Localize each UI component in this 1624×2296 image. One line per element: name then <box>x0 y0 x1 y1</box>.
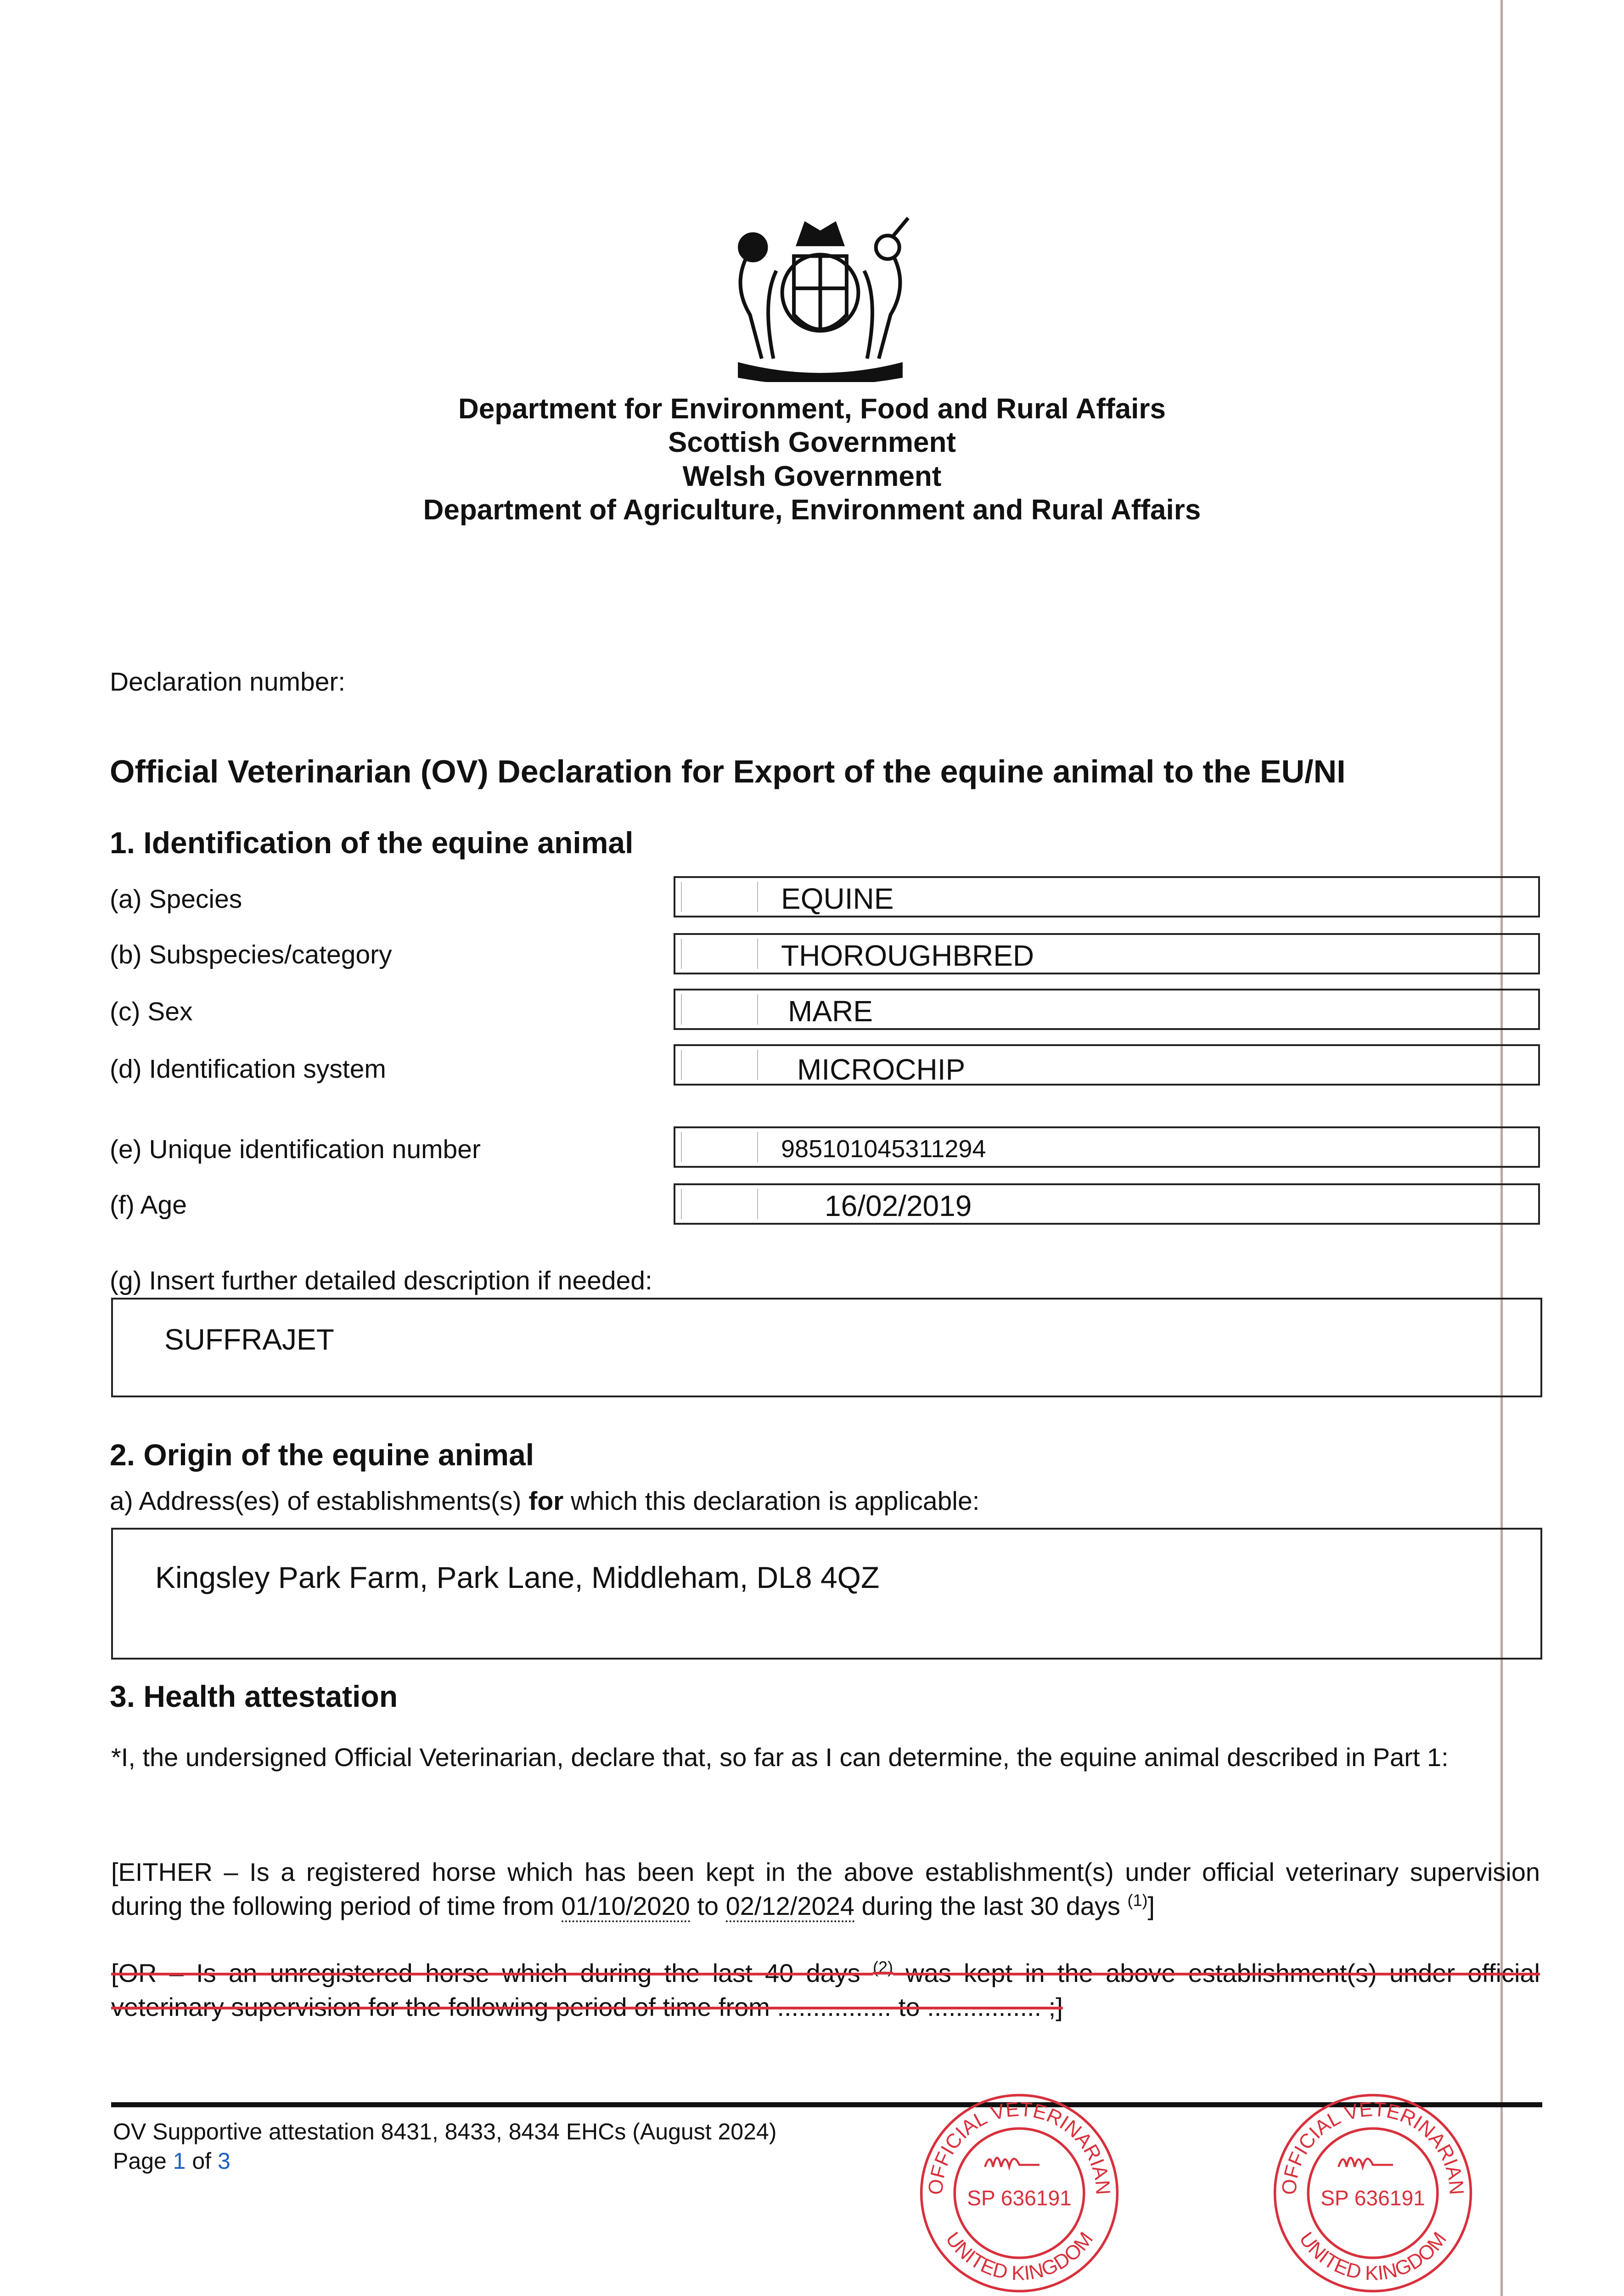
either-from-date: 01/10/2020 <box>562 1891 690 1922</box>
address-label-bold: for <box>528 1486 564 1516</box>
document-title: Official Veterinarian (OV) Declaration for Export of the equine animal to the EU/NI <box>110 754 1346 789</box>
footnote-ref: (2) <box>873 1958 893 1977</box>
footer <box>113 2117 776 2176</box>
svg-text:UNITED KINGDOM <box>941 2228 1097 2285</box>
either-to-date: 02/12/2024 <box>726 1891 854 1922</box>
stamp-number: SP 636191 <box>967 2186 1072 2210</box>
address-label-text: which this declaration is applicable: <box>563 1486 980 1516</box>
either-text: ] <box>1147 1891 1155 1920</box>
subspecies-value: THOROUGHBRED <box>781 939 1034 972</box>
page-total: 3 <box>217 2148 230 2174</box>
age-value: 16/02/2019 <box>825 1189 972 1222</box>
either-text: during the last 30 days <box>854 1891 1128 1920</box>
footer-attestation-text: OV Supportive attestation 8431, 8433, 8434 EHCs (August 2024) <box>113 2119 777 2144</box>
address-field[interactable] <box>111 1528 1542 1660</box>
description-label: (g) Insert further detailed description if needed: <box>110 1266 652 1295</box>
department-line: Scottish Government <box>668 427 956 458</box>
stamp-top-text: OFFICIAL VETERINARIAN <box>924 2098 1114 2196</box>
species-field[interactable] <box>674 876 1540 917</box>
age-field[interactable] <box>674 1183 1540 1225</box>
page-of: of <box>185 2148 218 2174</box>
field-label-species: (a) Species <box>110 884 242 914</box>
section-2-heading: 2. Origin of the equine animal <box>110 1438 534 1472</box>
department-line: Welsh Government <box>682 461 942 492</box>
or-clause-struck <box>111 1956 1540 2024</box>
department-line: Department for Environment, Food and Rural Affairs <box>458 393 1166 425</box>
svg-text:OFFICIAL VETERINARIAN <box>1278 2098 1468 2195</box>
species-value: EQUINE <box>781 882 894 915</box>
attestation-intro: *I, the undersigned Official Veterinarian, declare that, so far as I can determine, the equine animal described in Part 1: <box>111 1743 1449 1772</box>
address-label-text: a) Address(es) of establishments(s) <box>110 1486 529 1516</box>
subspecies-field[interactable] <box>674 933 1540 974</box>
section-3-heading: 3. Health attestation <box>110 1679 398 1713</box>
unique-id-field[interactable] <box>674 1126 1540 1168</box>
stamp-bottom-text: UNITED KINGDOM <box>1294 2228 1451 2285</box>
sex-field[interactable] <box>674 989 1540 1030</box>
signature-icon <box>985 2158 1040 2167</box>
stamp-bottom-text: UNITED KINGDOM <box>941 2228 1098 2285</box>
svg-text:OFFICIAL VETERINARIAN <box>924 2098 1114 2195</box>
signature-icon <box>1338 2158 1393 2167</box>
royal-crest-icon <box>718 212 923 382</box>
identification-system-value: MICROCHIP <box>797 1053 966 1086</box>
department-line: Department of Agriculture, Environment and Rural Affairs <box>423 494 1201 526</box>
page-word: Page <box>113 2148 173 2174</box>
official-veterinarian-stamp <box>918 2092 1120 2294</box>
description-value: SUFFRAJET <box>164 1323 334 1356</box>
field-label-age: (f) Age <box>110 1190 187 1220</box>
sex-value: MARE <box>788 995 873 1028</box>
either-clause <box>111 1855 1540 1923</box>
official-veterinarian-stamp <box>1272 2092 1474 2294</box>
footnote-ref: (1) <box>1127 1891 1148 1910</box>
stamp-top-text: OFFICIAL VETERINARIAN <box>1278 2098 1468 2196</box>
stamp-number: SP 636191 <box>1321 2186 1425 2210</box>
either-text: [EITHER – Is a registered horse which has been kept in the above establishment(s) under official veterinary supervision during the following period of time from <box>111 1857 1540 1920</box>
field-label-unique-id: (e) Unique identification number <box>110 1135 481 1164</box>
page-current: 1 <box>173 2148 186 2174</box>
declaration-number-label: Declaration number: <box>110 667 346 697</box>
description-field[interactable] <box>111 1298 1542 1397</box>
field-label-sex: (c) Sex <box>110 997 193 1026</box>
section-1-heading: 1. Identification of the equine animal <box>110 826 634 860</box>
address-label <box>110 1486 979 1516</box>
either-text: to <box>690 1891 726 1920</box>
svg-text:UNITED KINGDOM <box>1295 2228 1451 2285</box>
or-text: [OR – Is an unregistered horse which during the last 40 days <box>111 1958 873 1987</box>
page-number <box>113 2146 776 2176</box>
unique-id-value: 985101045311294 <box>781 1135 986 1163</box>
or-text: was kept in the above establishment(s) under official veterinary supervision for the following period of time from ................ to ................ ;] <box>111 1958 1540 2021</box>
field-label-subspecies: (b) Subspecies/category <box>110 940 392 969</box>
address-value: Kingsley Park Farm, Park Lane, Middleham, DL8 4QZ <box>155 1560 880 1594</box>
identification-system-field[interactable] <box>674 1044 1540 1086</box>
field-label-identification-system: (d) Identification system <box>110 1054 386 1084</box>
